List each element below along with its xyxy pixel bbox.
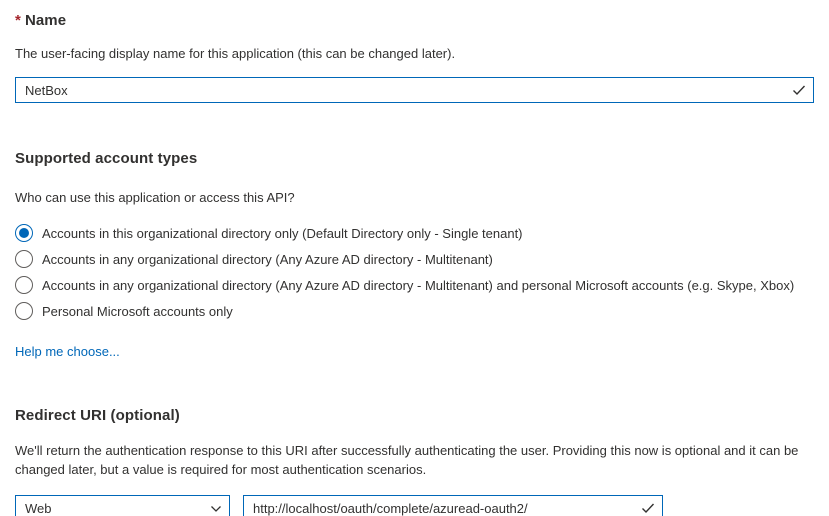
redirect-uri-heading: Redirect URI (optional) <box>15 407 180 424</box>
radio-option-multitenant[interactable] <box>15 246 814 272</box>
redirect-uri-row <box>15 495 814 516</box>
radio-option-single-tenant[interactable] <box>15 220 814 246</box>
radio-unselected-icon <box>15 250 33 268</box>
account-types-heading: Supported account types <box>15 150 198 167</box>
account-types-radio-group <box>15 220 814 324</box>
redirect-uri-description: We'll return the authentication response to this URI after successfully authenticating the user. Providing this now is optional and it can be changed later, but a value is required for most authentication scenarios. <box>15 443 799 477</box>
name-section-heading <box>15 10 814 29</box>
platform-select[interactable] <box>15 495 230 516</box>
redirect-uri-input-wrapper <box>243 495 663 516</box>
redirect-uri-input[interactable] <box>244 496 662 516</box>
help-me-choose-link[interactable]: Help me choose... <box>15 344 120 359</box>
radio-option-label: Accounts in any organizational directory (Any Azure AD directory - Multitenant) <box>42 251 493 267</box>
name-input-wrapper <box>15 77 814 103</box>
name-input[interactable] <box>16 78 813 102</box>
radio-unselected-icon <box>15 276 33 294</box>
chevron-down-icon <box>210 502 222 514</box>
radio-option-multitenant-personal[interactable] <box>15 272 814 298</box>
name-description: The user-facing display name for this application (this can be changed later). <box>15 46 456 61</box>
radio-option-personal-only[interactable] <box>15 298 814 324</box>
radio-option-label: Accounts in any organizational directory (Any Azure AD directory - Multitenant) and personal Microsoft accounts (e.g. Skype, Xbox) <box>42 277 795 293</box>
radio-option-label: Personal Microsoft accounts only <box>42 303 233 319</box>
radio-selected-icon <box>15 224 33 242</box>
platform-select-value: Web <box>25 500 52 516</box>
account-types-question: Who can use this application or access this API? <box>15 190 295 205</box>
radio-unselected-icon <box>15 302 33 320</box>
radio-option-label: Accounts in this organizational directory only (Default Directory only - Single tenant) <box>42 225 523 241</box>
name-label: Name <box>24 12 67 29</box>
required-marker: * <box>15 12 21 29</box>
